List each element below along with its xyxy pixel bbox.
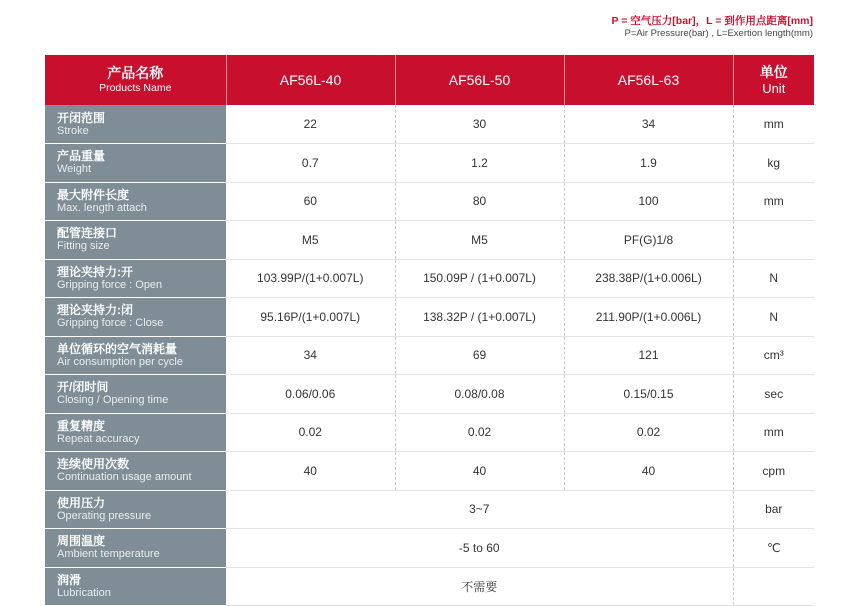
row-label [45, 105, 226, 144]
row-label [45, 298, 226, 337]
row-label [45, 144, 226, 183]
row-label [45, 529, 226, 568]
cell-value: 103.99P/(1+0.007L) [226, 259, 395, 298]
cell-unit: bar [733, 490, 814, 529]
cell-value: 34 [226, 336, 395, 375]
cell-value: 80 [395, 182, 564, 221]
row-label [45, 182, 226, 221]
legend-zh: P = 空气压力[bar]，L = 到作用点距离[mm] [611, 15, 813, 27]
cell-value: 60 [226, 182, 395, 221]
table-row [45, 182, 814, 221]
row-label-zh: 开闭范围 [57, 110, 106, 125]
table-row [45, 221, 814, 260]
table-row [45, 336, 814, 375]
cell-value: 0.02 [564, 413, 733, 452]
cell-value: 0.02 [226, 413, 395, 452]
header-model-3: AF56L-63 [564, 55, 733, 105]
header-unit [733, 55, 814, 105]
header-unit-en: Unit [762, 80, 786, 96]
table-row [45, 144, 814, 183]
table-row [45, 490, 814, 529]
cell-value: 40 [395, 452, 564, 491]
row-label-zh: 连续使用次数 [57, 457, 130, 472]
row-label-zh: 最大附件长度 [57, 187, 130, 202]
row-label-en: Closing / Opening time [57, 394, 169, 407]
row-label [45, 567, 226, 606]
cell-unit: kg [733, 144, 814, 183]
row-label-zh: 单位循环的空气消耗量 [57, 341, 178, 356]
row-label-zh: 使用压力 [57, 495, 106, 510]
row-label-en: Operating pressure [57, 509, 152, 522]
header-row [45, 55, 814, 105]
cell-value: 211.90P/(1+0.006L) [564, 298, 733, 337]
cell-unit: N [733, 298, 814, 337]
cell-unit: mm [733, 182, 814, 221]
table-row [45, 567, 814, 606]
row-label [45, 452, 226, 491]
formula-legend [612, 14, 813, 40]
row-label [45, 375, 226, 414]
row-label-en: Gripping force : Open [57, 278, 163, 291]
table-row [45, 413, 814, 452]
table-row [45, 298, 814, 337]
cell-unit: N [733, 259, 814, 298]
table-row [45, 375, 814, 414]
row-label-en: Air consumption per cycle [57, 355, 183, 368]
header-name-en: Products Name [99, 82, 172, 94]
row-label [45, 413, 226, 452]
cell-value: 40 [226, 452, 395, 491]
cell-unit [733, 567, 814, 606]
cell-unit [733, 221, 814, 260]
row-label-zh: 理论夹持力:开 [57, 264, 133, 279]
cell-unit: mm [733, 413, 814, 452]
row-label-en: Max. length attach [57, 201, 147, 214]
row-label-en: Gripping force : Close [57, 317, 164, 330]
cell-value: 1.2 [395, 144, 564, 183]
row-label-en: Fitting size [57, 240, 110, 253]
row-label-en: Weight [57, 163, 92, 176]
header-model-2: AF56L-50 [395, 55, 564, 105]
cell-value: 150.09P / (1+0.007L) [395, 259, 564, 298]
header-name-zh: 产品名称 [107, 65, 164, 81]
row-label-en: Repeat accuracy [57, 432, 140, 445]
cell-value: M5 [226, 221, 395, 260]
row-label-zh: 重复精度 [57, 418, 106, 433]
row-label [45, 336, 226, 375]
row-label-zh: 产品重量 [57, 149, 106, 164]
cell-value-merged: -5 to 60 [226, 529, 733, 568]
cell-value: 100 [564, 182, 733, 221]
cell-value: 40 [564, 452, 733, 491]
table-row [45, 105, 814, 144]
cell-value: 1.9 [564, 144, 733, 183]
cell-unit: mm [733, 105, 814, 144]
row-label [45, 490, 226, 529]
row-label-en: Ambient temperature [57, 548, 160, 561]
cell-unit: sec [733, 375, 814, 414]
header-unit-zh: 单位 [759, 63, 788, 80]
cell-value: 69 [395, 336, 564, 375]
cell-value: 0.06/0.06 [226, 375, 395, 414]
row-label-en: Lubrication [57, 586, 111, 599]
row-label-zh: 开/闭时间 [57, 380, 109, 395]
cell-value-merged: 3~7 [226, 490, 733, 529]
row-label [45, 221, 226, 260]
table-row [45, 529, 814, 568]
cell-value: 0.15/0.15 [564, 375, 733, 414]
cell-value: 238.38P/(1+0.006L) [564, 259, 733, 298]
header-product-name [45, 55, 226, 105]
row-label-zh: 润滑 [57, 572, 82, 587]
cell-value-merged: 不需要 [226, 567, 733, 606]
row-label [45, 259, 226, 298]
header-model-1: AF56L-40 [226, 55, 395, 105]
cell-value: 0.08/0.08 [395, 375, 564, 414]
cell-unit: cpm [733, 452, 814, 491]
cell-value: 95.16P/(1+0.007L) [226, 298, 395, 337]
row-label-en: Stroke [57, 124, 89, 137]
cell-value: 34 [564, 105, 733, 144]
cell-unit: cm³ [733, 336, 814, 375]
row-label-zh: 配管连接口 [57, 226, 118, 241]
cell-value: 121 [564, 336, 733, 375]
row-label-en: Continuation usage amount [57, 471, 192, 484]
cell-value: PF(G)1/8 [564, 221, 733, 260]
cell-value: 0.02 [395, 413, 564, 452]
row-label-zh: 理论夹持力:闭 [57, 303, 133, 318]
table-row [45, 259, 814, 298]
cell-unit: ℃ [733, 529, 814, 568]
cell-value: M5 [395, 221, 564, 260]
cell-value: 30 [395, 105, 564, 144]
spec-table [45, 55, 814, 606]
cell-value: 0.7 [226, 144, 395, 183]
cell-value: 22 [226, 105, 395, 144]
legend-en: P=Air Pressure(bar) , L=Exertion length(mm) [624, 28, 813, 39]
table-row [45, 452, 814, 491]
row-label-zh: 周围温度 [57, 534, 106, 549]
cell-value: 138.32P / (1+0.007L) [395, 298, 564, 337]
